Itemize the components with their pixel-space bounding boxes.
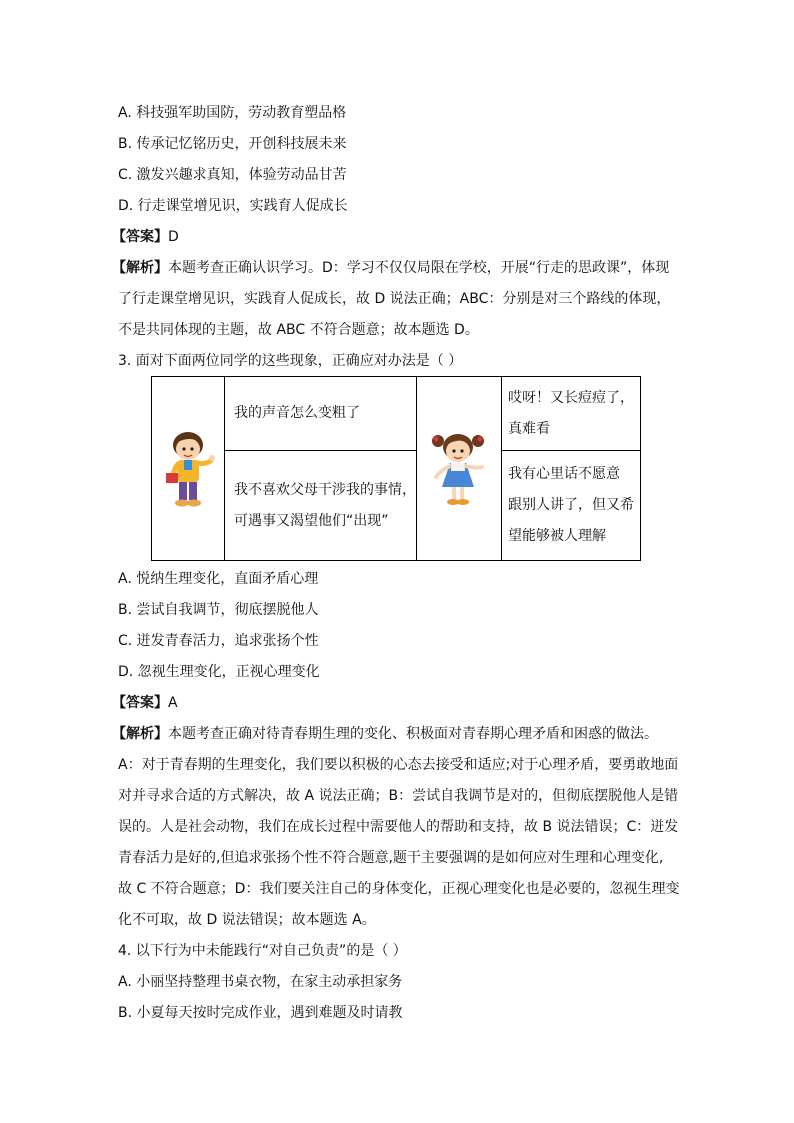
q4-stem: 4. 以下行为中未能践行“对自己负责”的是（ ）: [118, 943, 407, 959]
q2-analysis-text-1: 本题考查正确认识学习。D：学习不仅仅局限在学校，开展“行走的思政课”，体现: [168, 260, 670, 276]
q4-option-b: B. 小夏每天按时完成作业，遇到难题及时请教: [118, 1005, 403, 1021]
q3-analysis-line-2: A：对于青春期的生理变化，我们要以积极的心态去接受和适应;对于心理矛盾，要勇敢地面: [118, 757, 679, 773]
q2-analysis-line-3: 不是共同体现的主题，故 ABC 不符合题意；故本题选 D。: [118, 322, 479, 338]
boy-cell-voice: 我的声音怎么变粗了: [234, 405, 360, 421]
girl-cell-acne-line-1: 哎呀！又长痘痘了，: [508, 390, 634, 406]
q3-analysis-line-6: 故 C 不符合题意；D：我们要关注自己的身体变化，正视心理变化也是必要的，忽视生理变: [118, 881, 680, 897]
q2-answer: [112, 227, 179, 247]
q2-analysis-label: 【解析】: [112, 260, 168, 276]
q3-answer-value: A: [168, 695, 178, 711]
boy-cell-parents-line-2: 可遇事又渴望他们“出现”: [234, 513, 389, 529]
q3-stem: 3. 面对下面两位同学的这些现象，正确应对办法是（ ）: [118, 353, 463, 369]
q3-analysis-text-1: 本题考查正确对待青春期生理的变化、积极面对青春期心理矛盾和困惑的做法。: [168, 726, 658, 742]
q3-analysis-line-7: 化不可取，故 D 说法错误；故本题选 A。: [118, 912, 376, 928]
q2-analysis-line-2: 了行走课堂增见识，实践育人促成长，故 D 说法正确；ABC：分别是对三个路线的体现，: [118, 291, 671, 307]
q3-option-d: D. 忽视生理变化，正视心理变化: [118, 664, 320, 680]
q2-answer-label: 【答案】: [112, 229, 168, 245]
boy-illustration: [160, 427, 216, 511]
q3-analysis-line-1: [112, 724, 658, 744]
boy-cell-parents-line-1: 我不喜欢父母干涉我的事情，: [234, 482, 416, 498]
q3-analysis-line-5: 青春活力是好的,但追求张扬个性不符合题意,题干主要强调的是如何应对生理和心理变化,: [118, 850, 664, 866]
girl-cell-acne-line-2: 真难看: [508, 421, 550, 437]
table-divider: [501, 377, 502, 560]
q3-option-a: A. 悦纳生理变化，直面矛盾心理: [118, 571, 319, 587]
q2-option-c: C. 激发兴趣求真知，体验劳动品甘苦: [118, 167, 347, 183]
q3-analysis-line-3: 对并寻求合适的方式解决，故 A 说法正确；B：尝试自我调节是对的，但彻底摆脱他人是错: [118, 788, 679, 804]
table-divider: [224, 377, 225, 560]
q3-answer: [112, 693, 178, 713]
girl-cell-heart-line-3: 望能够被人理解: [508, 528, 606, 544]
q3-analysis-line-4: 误的。人是社会动物，我们在成长过程中需要他人的帮助和支持，故 B 说法错误；C：迸发: [118, 819, 679, 835]
q3-option-c: C. 迸发青春活力，追求张扬个性: [118, 633, 319, 649]
table-divider: [224, 450, 416, 451]
girl-cell-heart-line-2: 跟别人讲了，但又希: [508, 497, 634, 513]
q2-analysis-line-1: [112, 258, 669, 278]
q2-option-a: A. 科技强军助国防，劳动教育塑品格: [118, 105, 347, 121]
q3-table: [151, 376, 641, 561]
table-divider: [416, 377, 417, 560]
q3-option-b: B. 尝试自我调节，彻底摆脱他人: [118, 602, 319, 618]
q4-option-a: A. 小丽坚持整理书桌衣物，在家主动承担家务: [118, 974, 403, 990]
q3-answer-label: 【答案】: [112, 695, 168, 711]
q2-option-d: D. 行走课堂增见识，实践育人促成长: [118, 198, 348, 214]
q2-answer-value: D: [168, 229, 179, 245]
girl-illustration: [426, 429, 490, 509]
table-divider: [501, 450, 641, 451]
girl-cell-heart-line-1: 我有心里话不愿意: [508, 466, 620, 482]
q2-option-b: B. 传承记忆铭历史，开创科技展未来: [118, 136, 347, 152]
q3-analysis-label: 【解析】: [112, 726, 168, 742]
